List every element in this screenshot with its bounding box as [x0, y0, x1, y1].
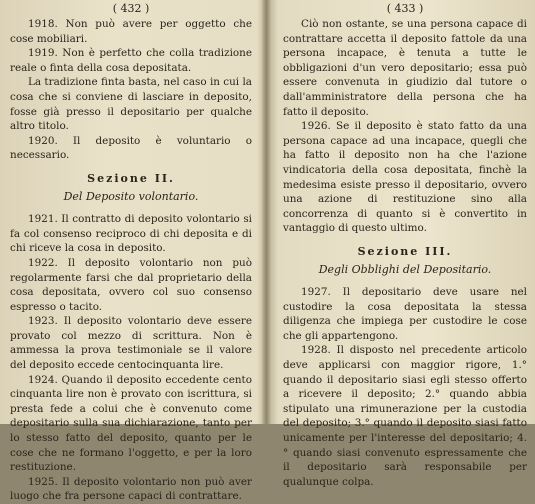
article-paragraph: 1925. Il deposito volontario non può aver luogo che fra persone capaci di contrattare.: [10, 475, 252, 503]
article-paragraph: 1922. Il deposito volontario non può regolarmente farsi che dal proprietario della cosa depositata, ovvero col suo consenso espresso o tacito.: [10, 256, 252, 313]
article-paragraph: 1921. Il contratto di deposito volontario si fa col consenso reciproco di chi deposita e di chi riceve la cosa in deposito.: [10, 213, 252, 255]
page-number: ( 432 ): [112, 2, 150, 15]
article-paragraph: 1926. Se il deposito è stato fatto da una persona capace ad una incapace, quegli che ha fatto il deposito non ha che l'azione vindicatoria della cosa depositata, finchè la medesima esiste presso il depositario, ovvero una azione di restituzione sino alla concorrenza di quanto si è convertito in vantaggio di questo ultimo.: [283, 120, 527, 235]
article-paragraph: 1920. Il deposito è voluntario o necessario.: [10, 134, 252, 162]
article-paragraph: La tradizione finta basta, nel caso in cui la cosa che si conviene di lasciare in deposito, fosse già presso il depositario per qualche altro titolo.: [10, 76, 252, 133]
article-paragraph: Ciò non ostante, se una persona capace di contrattare accetta il deposito fattole da una persona incapace, è tenuta a tutte le obbligazioni d'un vero depositario; essa può essere convenuta in giudizio dal tutore o dall'amministratore della persona che ha fatto il deposito.: [283, 18, 527, 118]
right-page: [275, 0, 531, 488]
article-paragraph: 1928. Il disposto nel precedente articolo deve applicarsi con maggior rigore, 1.° quando il depositario siasi egli stesso offerto a ricevere il deposito; 2.° quando abbia stipulato una rimunerazione per la custodia del deposito; 3.° quando il deposito siasi fatto unicamente per l'interesse del depositario; 4.° quando siasi convenuto espressamente che il depositario sarà responsabile per qualunque colpa.: [283, 344, 527, 488]
section-subtitle: Del Deposito volontario.: [63, 189, 199, 203]
section-title: Sezione III.: [357, 244, 453, 258]
section-subtitle: Degli Obblighi del Depositario.: [318, 262, 492, 276]
section-title: Sezione II.: [87, 171, 175, 185]
book-gutter: [261, 0, 271, 424]
page-number: ( 433 ): [386, 2, 424, 15]
article-paragraph: 1927. Il depositario deve usare nel custodire la cosa depositata la stessa diligenza che impiega per custodire le cose che gli appartengono.: [283, 286, 527, 342]
article-paragraph: 1923. Il deposito volontario deve essere provato col mezzo di scrittura. Non è ammessa la prova testimoniale se il valore del deposito eccede centocinquanta lire.: [10, 315, 252, 372]
article-paragraph: 1918. Non può avere per oggetto che cose mobiliari.: [10, 18, 252, 45]
article-paragraph: 1919. Non è perfetto che colla tradizione reale o finta della cosa depositata.: [10, 47, 252, 74]
article-paragraph: 1924. Quando il deposito eccedente cento cinquanta lire non è provato con iscrittura, si presta fede a colui che è convenuto come depositario sulla sua dichiarazione, tanto per lo stesso fatto del deposito, quanto per le cose che ne formano l'oggetto, e per la loro restituzione.: [10, 373, 252, 474]
left-page: [4, 0, 258, 503]
